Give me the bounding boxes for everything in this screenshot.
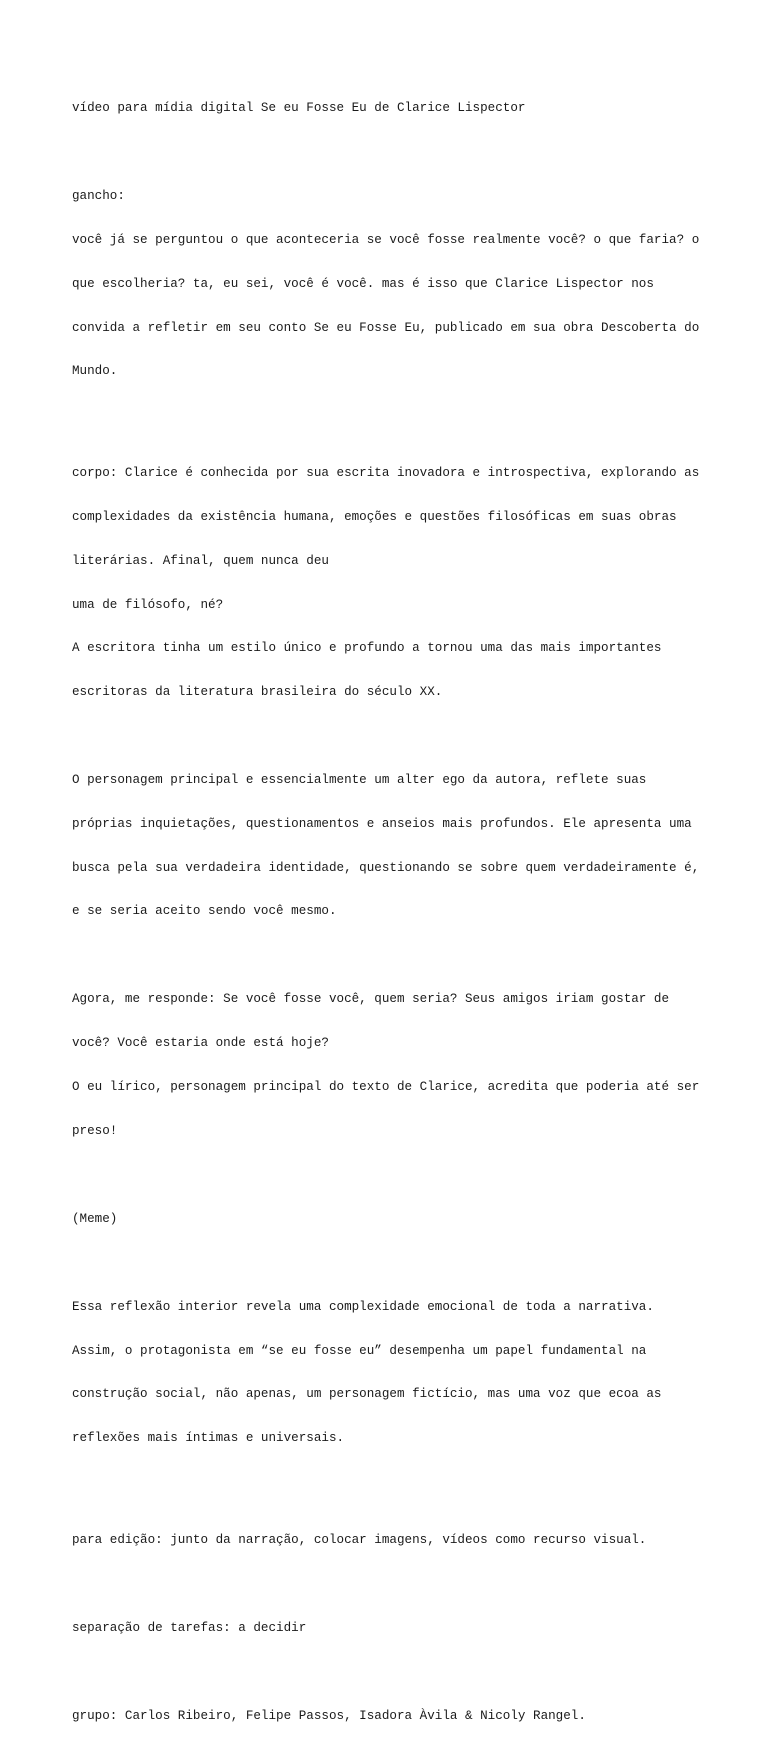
document-title	[72, 72, 712, 145]
corpo-line: A escritora tinha um estilo único e profundo a tornou uma das mais importantes	[72, 641, 662, 656]
reflexao-line: reflexões mais íntimas e universais.	[72, 1431, 345, 1446]
title-line: vídeo para mídia digital Se eu Fosse Eu de Clarice Lispector	[72, 101, 526, 116]
meme-section	[72, 1183, 712, 1256]
corpo-section	[72, 437, 712, 729]
corpo-line: uma de filósofo, né?	[72, 597, 224, 612]
edicao-line: para edição: junto da narração, colocar imagens, vídeos como recurso visual.	[72, 1533, 647, 1548]
reflexao-section	[72, 1271, 712, 1475]
gancho-line: Mundo.	[72, 364, 118, 379]
tarefas-section	[72, 1592, 712, 1665]
edicao-section	[72, 1504, 712, 1577]
corpo-line: corpo: Clarice é conhecida por sua escrita inovadora e introspectiva, explorando as	[72, 466, 700, 481]
pergunta-section	[72, 963, 712, 1167]
personagem-line: busca pela sua verdadeira identidade, questionando se sobre quem verdadeiramente é,	[72, 860, 700, 875]
reflexao-line: construção social, não apenas, um personagem fictício, mas uma voz que ecoa as	[72, 1387, 662, 1402]
grupo-section	[72, 1680, 712, 1753]
gancho-heading: gancho:	[72, 189, 125, 204]
personagem-line: e se seria aceito sendo você mesmo.	[72, 904, 337, 919]
gancho-line: convida a refletir em seu conto Se eu Fosse Eu, publicado em sua obra Descoberta do	[72, 320, 700, 335]
corpo-line: escritoras da literatura brasileira do século XX.	[72, 685, 443, 700]
document-page	[72, 72, 712, 1753]
personagem-line: O personagem principal e essencialmente um alter ego da autora, reflete suas	[72, 773, 647, 788]
pergunta-line: preso!	[72, 1123, 118, 1138]
gancho-section	[72, 160, 712, 408]
pergunta-line: você? Você estaria onde está hoje?	[72, 1036, 329, 1051]
reflexao-line: Assim, o protagonista em “se eu fosse eu” desempenha um papel fundamental na	[72, 1343, 647, 1358]
pergunta-line: Agora, me responde: Se você fosse você, quem seria? Seus amigos iriam gostar de	[72, 992, 670, 1007]
personagem-line: próprias inquietações, questionamentos e anseios mais profundos. Ele apresenta uma	[72, 816, 692, 831]
grupo-line: grupo: Carlos Ribeiro, Felipe Passos, Isadora Àvila & Nicoly Rangel.	[72, 1708, 586, 1723]
gancho-line: que escolheria? ta, eu sei, você é você. mas é isso que Clarice Lispector nos	[72, 276, 654, 291]
personagem-section	[72, 744, 712, 948]
corpo-line: complexidades da existência humana, emoções e questões filosóficas em suas obras	[72, 510, 677, 525]
gancho-line: você já se perguntou o que aconteceria se você fosse realmente você? o que faria? o	[72, 232, 700, 247]
corpo-line: literárias. Afinal, quem nunca deu	[72, 553, 329, 568]
meme-note: (Meme)	[72, 1211, 118, 1226]
tarefas-line: separação de tarefas: a decidir	[72, 1621, 307, 1635]
pergunta-line: O eu lírico, personagem principal do texto de Clarice, acredita que poderia até ser	[72, 1080, 700, 1094]
reflexao-line: Essa reflexão interior revela uma complexidade emocional de toda a narrativa.	[72, 1299, 654, 1314]
